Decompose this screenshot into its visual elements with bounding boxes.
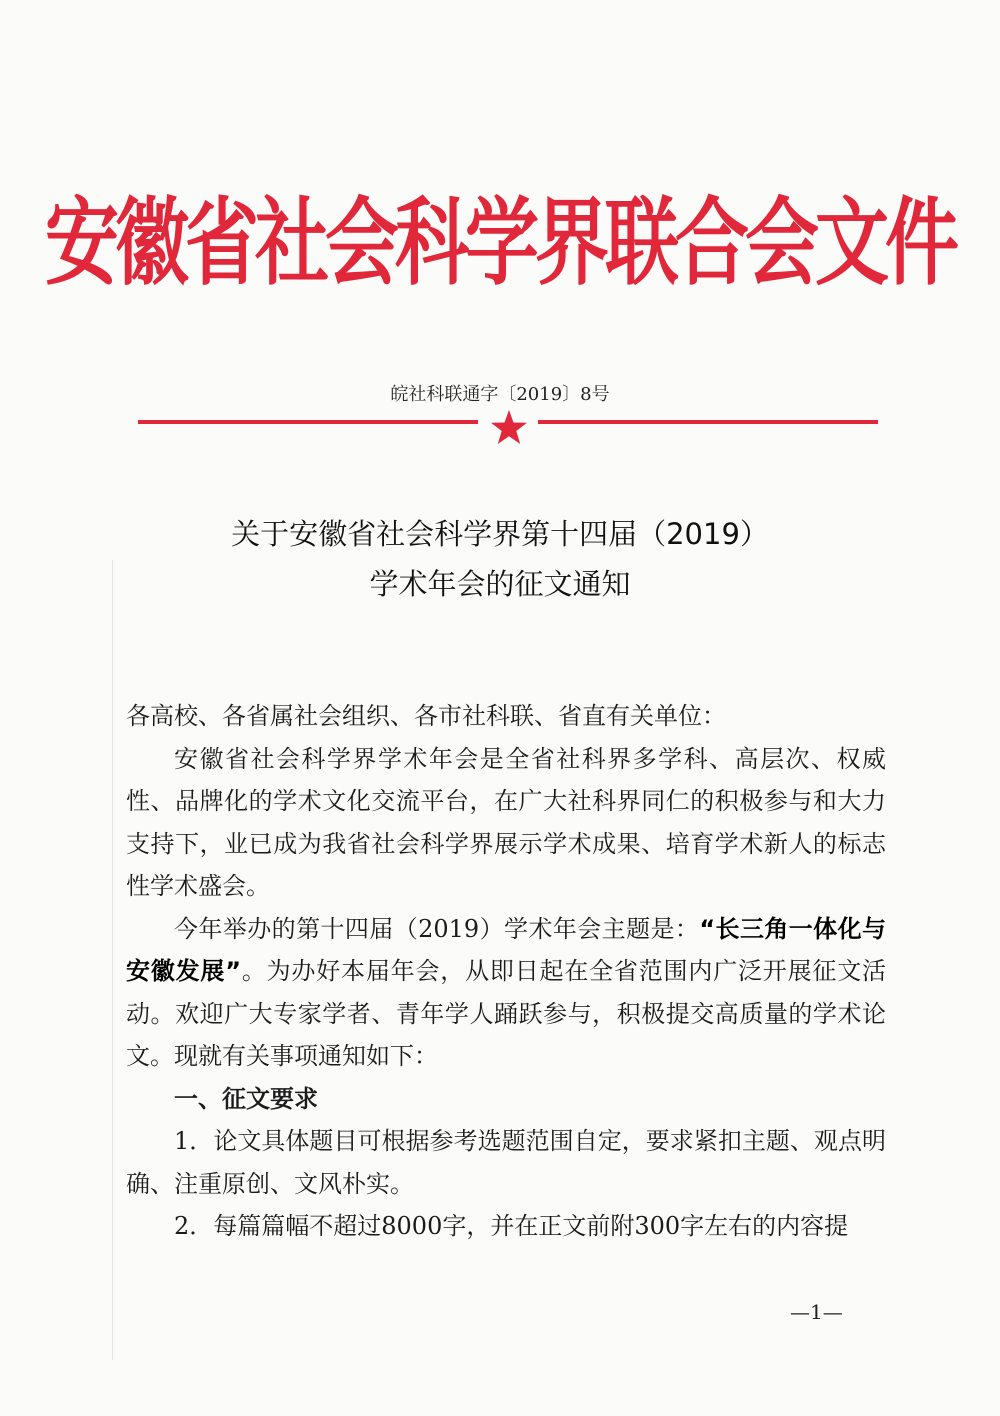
paragraph-2-rest: 。为办好本届年会，从即日起在全省范围内广泛开展征文活动。欢迎广大专家学者、青年学人踊跃参与，积极提交高质量的学术论文。现就有关事项通知如下： bbox=[126, 957, 887, 1070]
red-divider-left bbox=[138, 420, 478, 424]
agency-header-title: 安徽省社会科学界联合会文件 bbox=[45, 188, 955, 299]
annual-theme: “长三角一体化与安徽发展” bbox=[126, 914, 887, 985]
section-1-heading: 一、征文要求 bbox=[174, 1084, 318, 1113]
salutation: 各高校、各省属社会组织、各市社科联、省直有关单位： bbox=[126, 702, 726, 730]
document-number: 皖社科联通字〔2019〕8号 bbox=[390, 384, 610, 405]
paragraph-2-lead: 今年举办的第十四届（2019）学术年会主题是： bbox=[174, 914, 700, 943]
page-number: —1— bbox=[790, 1300, 843, 1324]
red-star-icon bbox=[490, 409, 528, 445]
scan-edge-line bbox=[112, 560, 113, 1360]
red-divider-right bbox=[538, 420, 878, 424]
paragraph-1: 安徽省社会科学界学术年会是全省社科界多学科、高层次、权威性、品牌化的学术文化交流平台，在广大社科界同仁的积极参与和大力支持下，业已成为我省社会科学界展示学术成果、培育学术新人的标志性学术盛会。 bbox=[126, 744, 886, 900]
notice-body bbox=[126, 695, 886, 1248]
paragraph-2 bbox=[126, 908, 886, 1078]
requirement-item-2: 2．每篇篇幅不超过8000字，并在正文前附300字左右的内容提 bbox=[174, 1212, 849, 1240]
requirement-item-1: 1．论文具体题目可根据参考选题范围自定，要求紧扣主题、观点明确、注重原创、文风朴实。 bbox=[126, 1127, 886, 1198]
notice-title-line2: 学术年会的征文通知 bbox=[369, 567, 631, 601]
notice-title-line1: 关于安徽省社会科学界第十四届（2019） bbox=[231, 517, 769, 551]
